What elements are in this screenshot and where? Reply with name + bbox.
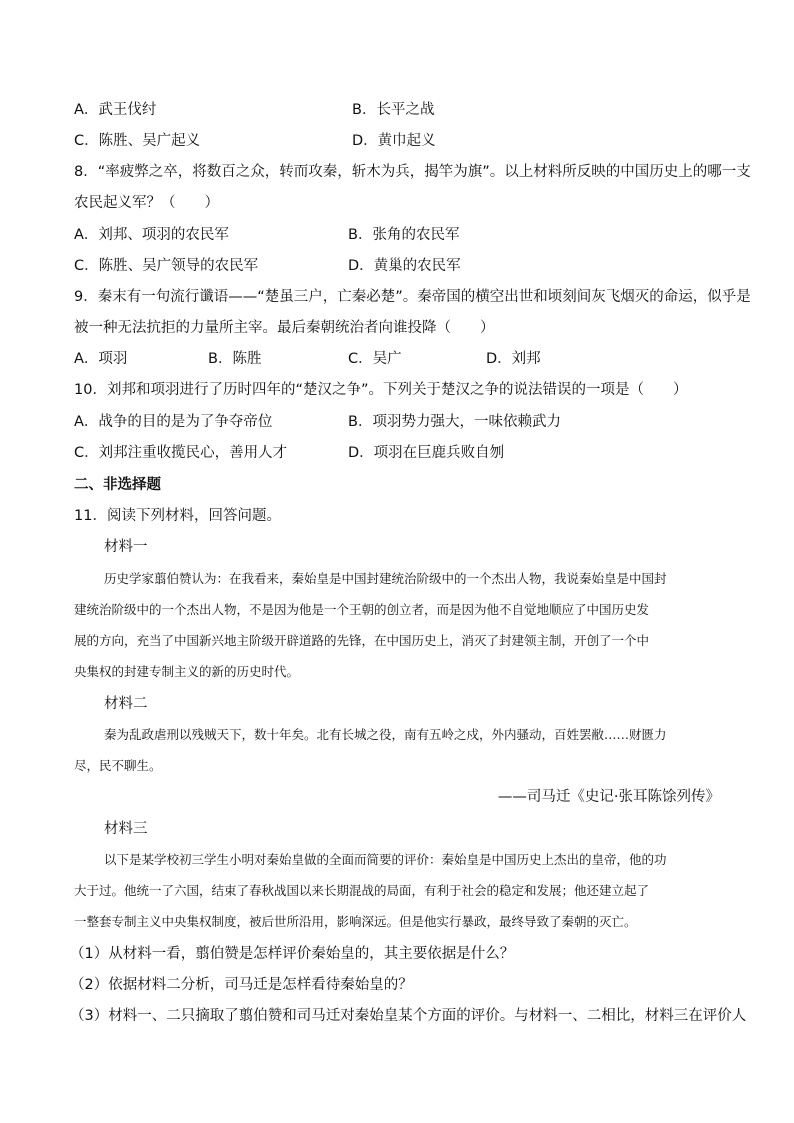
q8-stem-line-1: 8．“率疲弊之卒，将数百之众，转而攻秦，斩木为兵，揭竿为旗”。以上材料所反映的中国历史上的哪一支 [74,164,751,180]
q10-stem: 10．刘邦和项羽进行了历时四年的“楚汉之争”。下列关于楚汉之争的说法错误的一项是（ ） [74,382,688,398]
q7-option-b[interactable]: B．长平之战 [352,102,435,118]
q11-subquestion-2: （2）依据材料二分析，司马迁是怎样看待秦始皇的？ [70,977,413,993]
material-2-source: ——司马迁《史记·张耳陈馀列传》 [497,789,720,805]
q8-option-b[interactable]: B．张角的农民军 [348,227,460,243]
q9-option-d[interactable]: D．刘邦 [486,351,541,367]
material-3-title: 材料三 [104,821,148,837]
q11-subquestion-1: （1）从材料一看，翦伯赞是怎样评价秦始皇的，其主要依据是什么？ [70,946,515,962]
material-1-line: 央集权的封建专制主义的新的历史时代。 [74,664,300,679]
material-3-line: 以下是某学校初三学生小明对秦始皇做的全面而简要的评价：秦始皇是中国历史上杰出的皇帝，他的功 [104,852,667,867]
material-1-line: 建统治阶级中的一个杰出人物，不是因为他是一个王朝的创立者，而是因为他不自觉地顺应了中国历史发 [74,602,650,617]
q8-stem-line-2: 农民起义军？（ ） [74,195,219,211]
material-1-line: 历史学家翦伯赞认为：在我看来，秦始皇是中国封建统治阶级中的一个杰出人物，我说秦始皇是中国封 [104,571,667,586]
material-1-title: 材料一 [104,539,148,555]
material-2-line: 尽，民不聊生。 [74,758,162,773]
q10-option-b[interactable]: B．项羽势力强大，一味依赖武力 [348,414,561,430]
q10-option-c[interactable]: C．刘邦注重收揽民心，善用人才 [74,445,288,461]
q9-option-c[interactable]: C．吴广 [348,351,402,367]
section-heading: 二、非选择题 [74,477,161,493]
material-2-title: 材料二 [104,696,148,712]
q11-stem: 11．阅读下列材料，回答问题。 [74,508,281,524]
q8-option-a[interactable]: A．刘邦、项羽的农民军 [74,227,229,243]
q9-option-b[interactable]: B．陈胜 [208,351,262,367]
material-3-line: 一整套专制主义中央集权制度，被后世所沿用，影响深远。但是他实行暴政，最终导致了秦朝的灭亡。 [74,914,637,929]
material-1-line: 展的方向，充当了中国新兴地主阶级开辟道路的先锋，在中国历史上，消灭了封建领主制，开创了一个中 [74,633,650,648]
q11-subquestion-3: （3）材料一、二只摘取了翦伯赞和司马迁对秦始皇某个方面的评价。与材料一、二相比，材料三在评价人 [70,1008,747,1024]
q9-option-a[interactable]: A．项羽 [74,351,128,367]
q10-option-d[interactable]: D．项羽在巨鹿兵败自刎 [348,445,505,461]
q8-option-c[interactable]: C．陈胜、吴广领导的农民军 [74,258,259,274]
q9-stem-line-1: 9．秦末有一句流行谶语——“楚虽三户，亡秦必楚”。秦帝国的横空出世和顷刻间灰飞烟灭的命运，似乎是 [74,289,751,305]
q10-option-a[interactable]: A．战争的目的是为了争夺帝位 [74,414,273,430]
q7-option-d[interactable]: D．黄巾起义 [352,133,436,149]
q7-option-c[interactable]: C．陈胜、吴广起义 [74,133,201,149]
q8-option-d[interactable]: D．黄巢的农民军 [348,258,461,274]
q7-option-a[interactable]: A．武王伐纣 [74,102,157,118]
material-3-line: 大于过。他统一了六国，结束了春秋战国以来长期混战的局面，有利于社会的稳定和发展；他还建立起了 [74,883,650,898]
material-2-line: 秦为乱政虐刑以残贼天下，数十年矣。北有长城之役，南有五岭之戍，外内骚动，百姓罢敝……财匮力 [104,727,667,742]
q9-stem-line-2: 被一种无法抗拒的力量所主宰。最后秦朝统治者向谁投降（ ） [74,320,495,336]
